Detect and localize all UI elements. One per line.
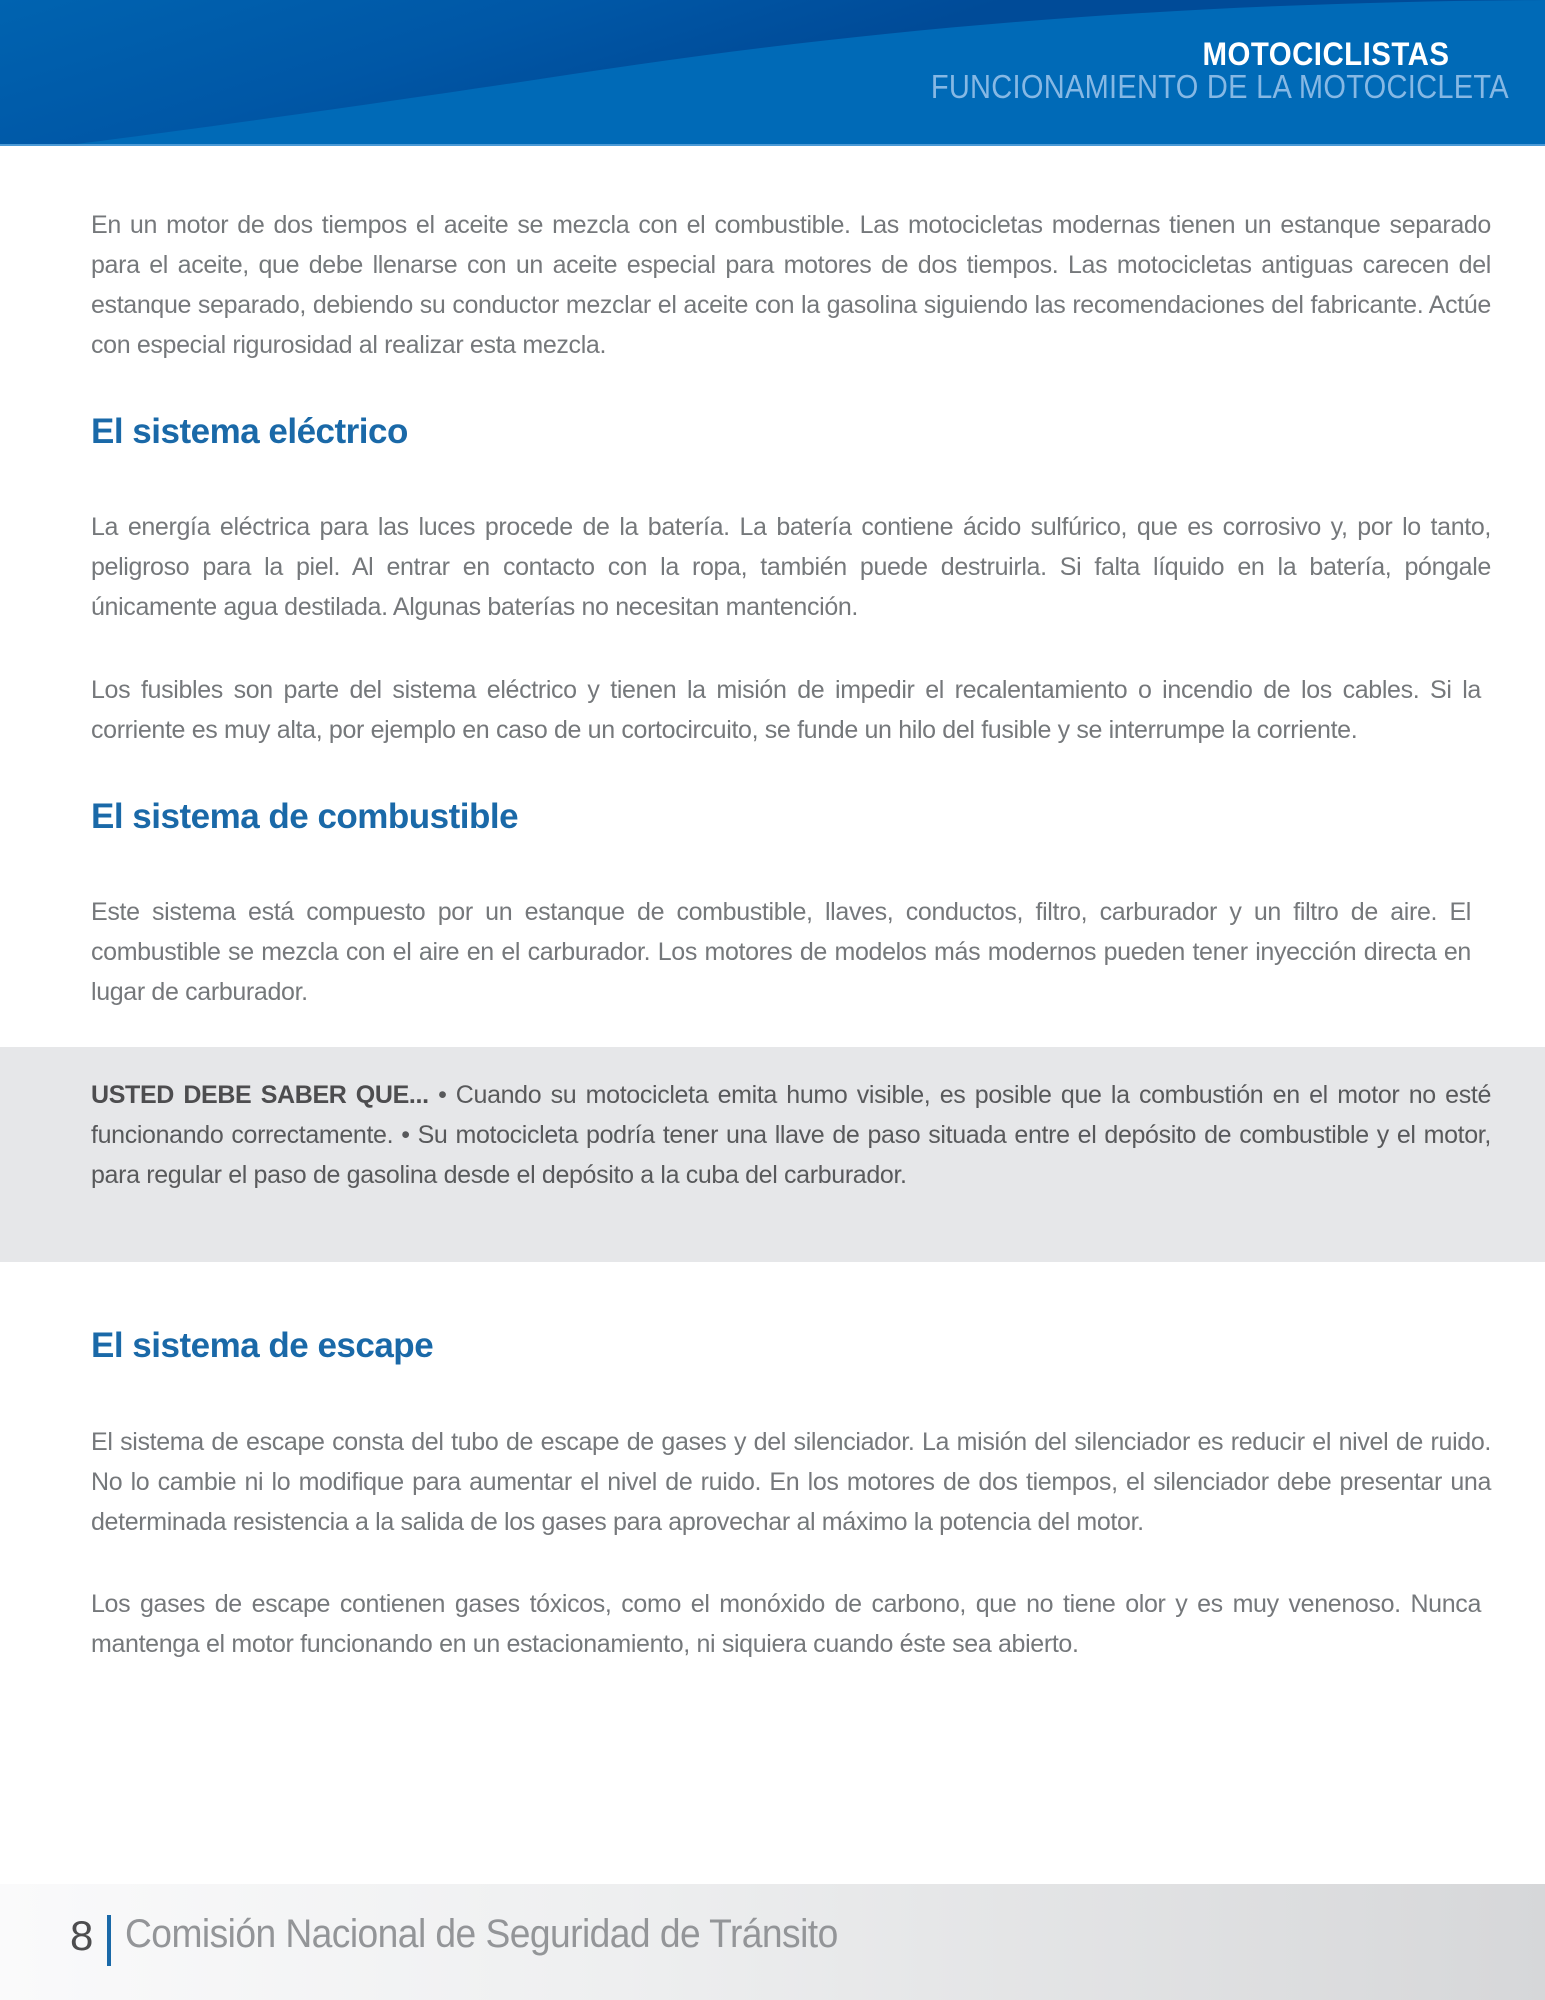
callout-lead: USTED DEBE SABER QUE... xyxy=(91,1081,429,1109)
paragraph-escape: El sistema de escape consta del tubo de escape de gases y del silenciador. La misión del silenciador es reducir el nivel de ruido. No lo cambie ni lo modifique para aumentar el nivel de ruido. En los motores de dos tiempos, el silenciador debe presentar una determinada resistencia a la salida de los gases para aprovechar al máximo la potencia del motor. xyxy=(91,1428,1491,1536)
header-title: MOTOCICLISTAS xyxy=(1202,36,1449,72)
paragraph-bateria: La energía eléctrica para las luces procede de la batería. La batería contiene ácido sulfúrico, que es corrosivo y, por lo tanto, peligroso para la piel. Al entrar en contacto con la ropa, también puede destruirla. Si falta líquido en la batería, póngale únicamente agua destilada. Algunas baterías no necesitan mantención. xyxy=(91,513,1491,621)
page-header xyxy=(0,0,1545,146)
footer-organization: Comisión Nacional de Seguridad de Tránsito xyxy=(125,1912,838,1956)
paragraph-combustible: Este sistema está compuesto por un estanque de combustible, llaves, conductos, filtro, carburador y un filtro de aire. El combustible se mezcla con el aire en el carburador. Los motores de modelos más modernos pueden tener inyección directa en lugar de carburador. xyxy=(91,898,1471,1006)
intro-paragraph: En un motor de dos tiempos el aceite se mezcla con el combustible. Las motocicletas modernas tienen un estanque separado para el aceite, que debe llenarse con un aceite especial para motores de dos tiempos. Las motocicletas antiguas carecen del estanque separado, debiendo su conductor mezclar el aceite con la gasolina siguiendo las recomendaciones del fabricante. Actúe con especial rigurosidad al realizar esta mezcla. xyxy=(91,211,1491,359)
page-divider xyxy=(107,1915,111,1966)
section-heading-combustible: El sistema de combustible xyxy=(91,797,519,836)
callout-text xyxy=(91,1075,1491,1195)
page-number: 8 xyxy=(70,1912,94,1959)
header-rule xyxy=(0,144,1545,146)
callout-body: • Cuando su motocicleta emita humo visible, es posible que la combustión en el motor no esté funcionando correctamente. • Su motocicleta podría tener una llave de paso situada entre el depósito de combustible y el motor, para regular el paso de gasolina desde el depósito a la cuba del carburador. xyxy=(91,1081,1491,1189)
paragraph-fusibles: Los fusibles son parte del sistema eléctrico y tienen la misión de impedir el recalentamiento o incendio de los cables. Si la corriente es muy alta, por ejemplo en caso de un cortocircuito, se funde un hilo del fusible y se interrumpe la corriente. xyxy=(91,676,1481,744)
header-subtitle: FUNCIONAMIENTO DE LA MOTOCICLETA xyxy=(930,68,1509,105)
section-heading-escape: El sistema de escape xyxy=(91,1326,434,1365)
section-heading-electrico: El sistema eléctrico xyxy=(91,412,408,451)
paragraph-gases: Los gases de escape contienen gases tóxicos, como el monóxido de carbono, que no tiene olor y es muy venenoso. Nunca mantenga el motor funcionando en un estacionamiento, ni siquiera cuando éste sea abierto. xyxy=(91,1590,1481,1658)
